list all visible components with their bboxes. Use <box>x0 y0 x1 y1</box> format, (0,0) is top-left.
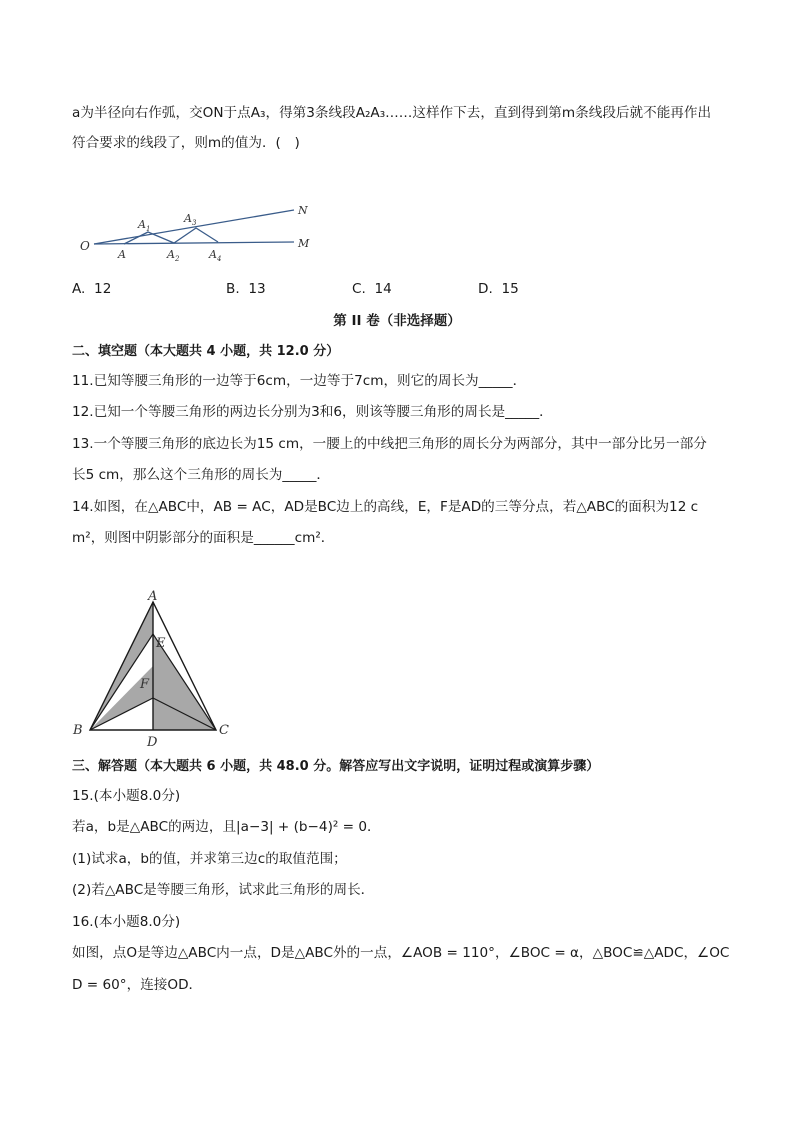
label-A: A <box>148 589 158 604</box>
label-A3-sub: 3 <box>192 219 197 227</box>
choice-d <box>478 281 519 297</box>
q13-line2: 长5 cm，那么这个三角形的周长为_____． <box>72 467 330 483</box>
label-B: B <box>73 723 83 738</box>
figure-angle-zigzag <box>78 200 318 264</box>
section2-header: 二、填空题（本大题共 4 小题，共 12.0 分） <box>72 344 340 359</box>
q16-title: 16.(本小题8.0分) <box>72 914 181 930</box>
q15-part1: (1)试求a，b的值，并求第三边c的取值范围； <box>72 851 347 867</box>
q15-stem: 若a，b是△ABC的两边，且|a−3| + (b−4)² = 0． <box>72 819 381 835</box>
choice-d-letter: D. <box>478 281 493 297</box>
label-E: E <box>156 636 166 651</box>
choice-b-letter: B. <box>226 281 240 297</box>
label-A4: A <box>209 248 217 261</box>
choice-a-letter: A. <box>72 281 86 297</box>
label-A1-sub: 1 <box>146 225 151 233</box>
label-A1: A <box>138 218 146 231</box>
label-C: C <box>219 723 229 738</box>
choice-b-value: 13 <box>248 281 266 297</box>
label-A2: A <box>167 248 175 261</box>
choice-a <box>72 281 111 297</box>
q13-line1: 13.一个等腰三角形的底边长为15 cm，一腰上的中线把三角形的周长分为两部分，其中一部分比另一部分 <box>72 436 707 452</box>
choice-c-letter: C. <box>352 281 366 297</box>
label-A: A <box>118 248 126 261</box>
q15-title: 15.(本小题8.0分) <box>72 788 181 804</box>
part2-title: 第 II 卷（非选择题） <box>333 313 461 329</box>
q16-line1: 如图，点O是等边△ABC内一点，D是△ABC外的一点，∠AOB = 110°，∠BOC = α，△BOC≌△ADC，∠OC <box>72 945 730 961</box>
choice-c <box>352 281 392 297</box>
label-D: D <box>147 735 158 750</box>
label-O: O <box>80 239 90 253</box>
label-F: F <box>140 677 150 692</box>
q15-part2: (2)若△ABC是等腰三角形，试求此三角形的周长． <box>72 882 375 898</box>
q12: 12.已知一个等腰三角形的两边长分别为3和6，则该等腰三角形的周长是_____． <box>72 404 553 420</box>
choice-d-value: 15 <box>501 281 519 297</box>
label-A4-sub: 4 <box>217 255 222 263</box>
label-A3: A <box>184 212 192 225</box>
choice-c-value: 14 <box>374 281 392 297</box>
label-A2-sub: 2 <box>175 255 180 263</box>
choice-a-value: 12 <box>94 281 112 297</box>
q14-line1: 14.如图，在△ABC中，AB = AC，AD是BC边上的高线，E，F是AD的三等分点，若△ABC的面积为12 c <box>72 499 699 515</box>
label-N: N <box>298 204 308 217</box>
figure-triangle-abc <box>68 586 248 750</box>
q10-line2: 符合要求的线段了，则m的值为．( ) <box>72 135 300 151</box>
q10-line1: a为半径向右作弧，交ON于点A₃，得第3条线段A₂A₃……这样作下去，直到得到第m条线段后就不能再作出 <box>72 105 712 121</box>
choice-b <box>226 281 266 297</box>
section3-header: 三、解答题（本大题共 6 小题，共 48.0 分。解答应写出文字说明，证明过程或演算步骤） <box>72 759 600 774</box>
q14-line2: m²，则图中阴影部分的面积是______cm²． <box>72 530 335 546</box>
q16-line2: D = 60°，连接OD． <box>72 977 203 993</box>
label-M: M <box>298 237 310 250</box>
q11: 11.已知等腰三角形的一边等于6cm，一边等于7cm，则它的周长为_____． <box>72 373 527 389</box>
